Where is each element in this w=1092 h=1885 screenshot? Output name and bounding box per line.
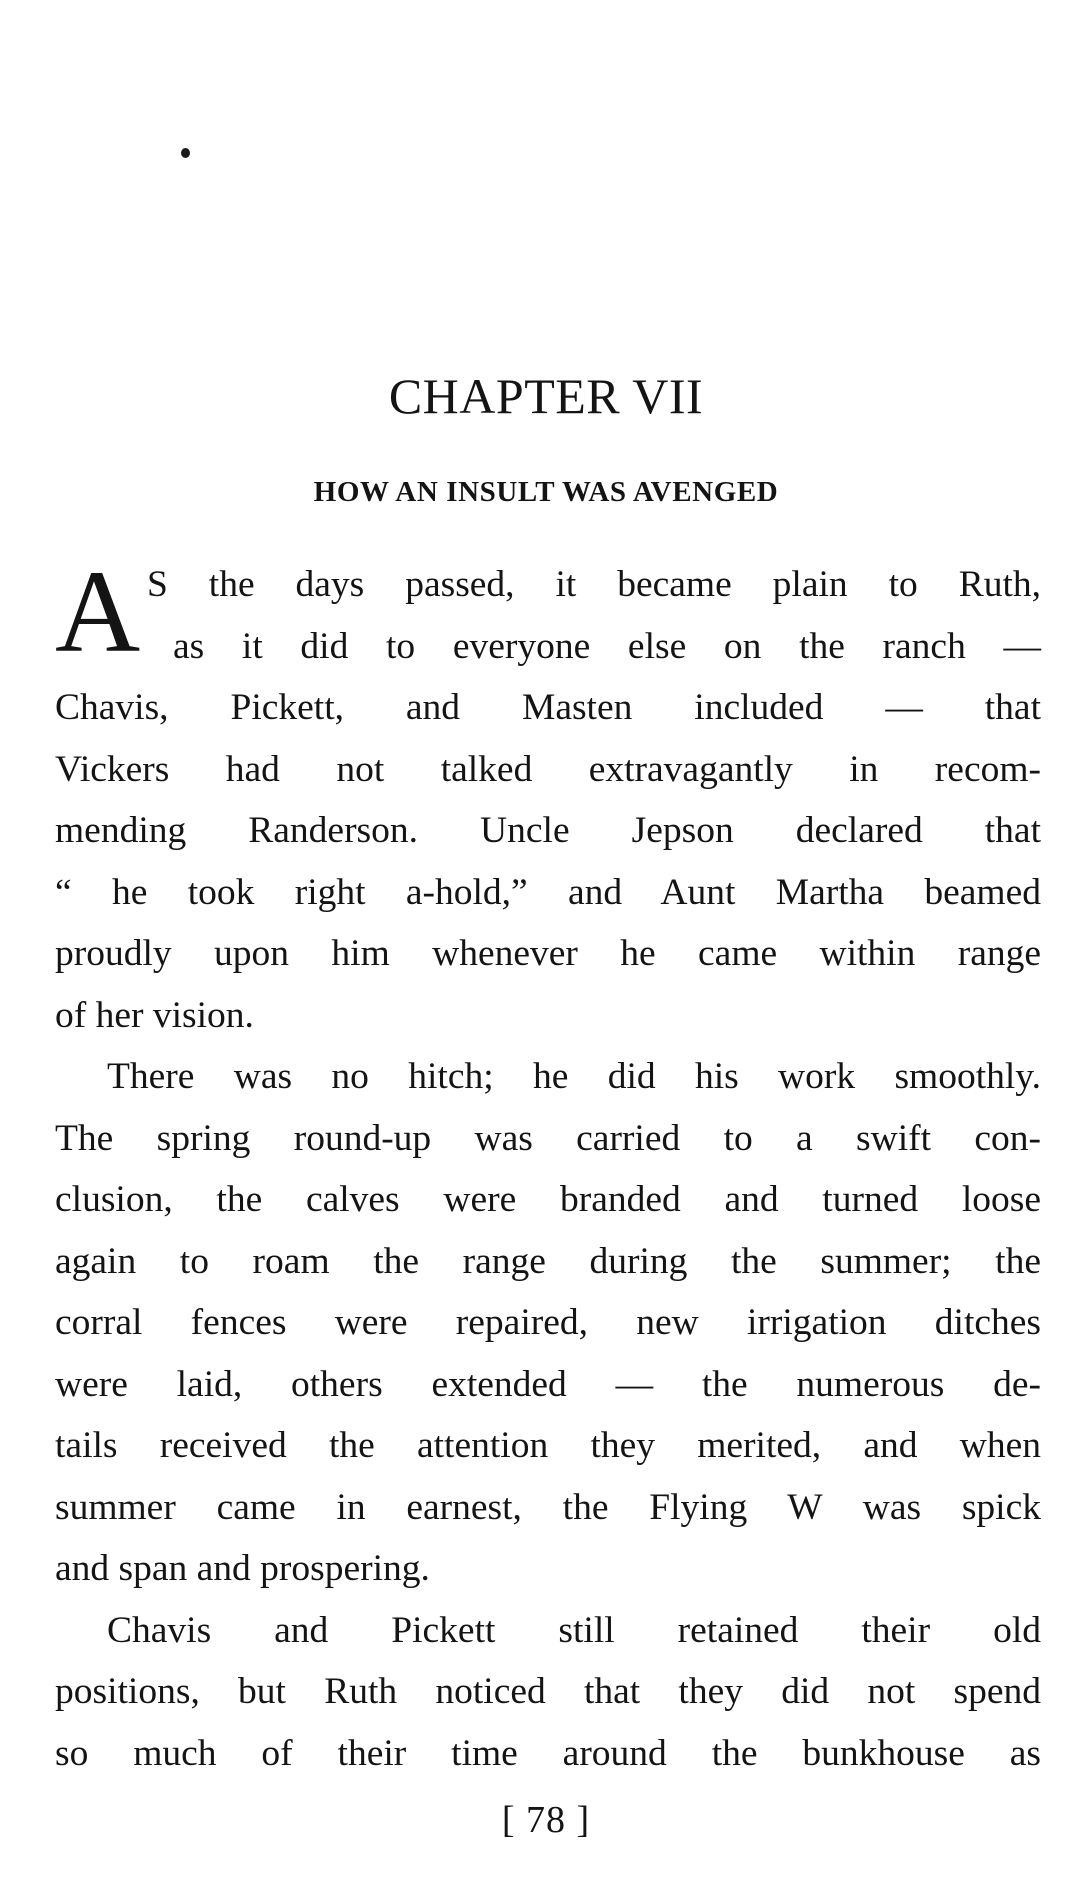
drop-cap: A [55,546,141,677]
body-text [55,546,1041,1784]
text-line: Chavis, Pickett, and Masten included — that [55,687,1041,728]
text-line: and span and prospering. [55,1548,430,1589]
text-line: again to roam the range during the summer; the [55,1240,1041,1282]
text-line: were laid, others extended — the numerous de- [55,1363,1041,1405]
text-line: as it did to everyone else on the ranch — [173,625,1041,667]
text-line: clusion, the calves were branded and turned loose [55,1179,1041,1220]
text-line: proudly upon him whenever he came within range [55,933,1041,974]
text-line: of her vision. [55,994,254,1036]
text-line: Chavis and Pickett still retained their old [107,1609,1041,1651]
page-number: [ 78 ] [501,1799,591,1841]
text-line: Vickers had not talked extravagantly in recom- [55,748,1041,790]
text-line: “ he took right a-hold,” and Aunt Martha beamed [55,871,1041,913]
paragraph-3 [55,1600,1041,1785]
text-line: corral fences were repaired, new irrigation ditches [55,1302,1041,1343]
paragraph-2 [55,1046,1041,1600]
paragraph-1 [55,546,1041,1046]
text-line: The spring round-up was carried to a swift con- [55,1117,1041,1159]
chapter-subtitle: HOW AN INSULT WAS AVENGED [313,476,779,508]
chapter-title: CHAPTER VII [388,368,704,424]
text-line: S the days passed, it became plain to Ruth, [147,564,1041,605]
text-line: mending Randerson. Uncle Jepson declared that [55,810,1041,851]
text-line: positions, but Ruth noticed that they did not spend [55,1671,1041,1712]
text-line: There was no hitch; he did his work smoothly. [107,1056,1041,1097]
text-line: so much of their time around the bunkhouse as [55,1732,1041,1774]
text-line: tails received the attention they merited, and when [55,1425,1041,1466]
text-line: summer came in earnest, the Flying W was spick [55,1486,1041,1528]
ink-speck [181,148,190,158]
